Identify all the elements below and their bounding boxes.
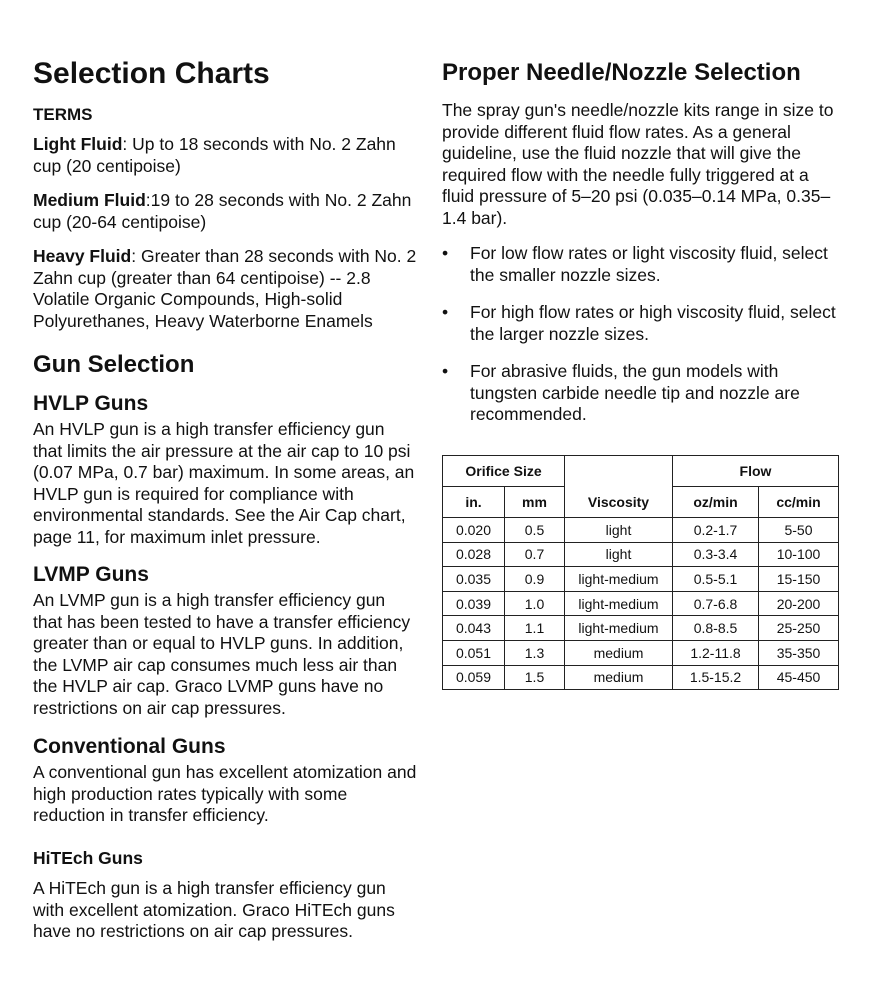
term-light-fluid — [33, 134, 418, 177]
cell-in: 0.039 — [443, 591, 505, 616]
bullet-icon: • — [442, 361, 449, 381]
viscosity-header: Viscosity — [565, 456, 673, 518]
flow-header: Flow — [673, 456, 839, 487]
bullet-icon: • — [442, 302, 449, 322]
term-definition: :19 to 28 seconds with No. 2 Zahn cup (20-64 centipoise) — [33, 190, 412, 232]
cell-ozmin: 0.8-8.5 — [673, 616, 759, 641]
nozzle-selection-title: Proper Needle/Nozzle Selection — [442, 59, 801, 86]
cell-in: 0.020 — [443, 518, 505, 543]
table-row — [443, 542, 839, 567]
cell-ozmin: 0.2-1.7 — [673, 518, 759, 543]
cell-ozmin: 0.3-3.4 — [673, 542, 759, 567]
cell-viscosity: medium — [565, 665, 673, 690]
conventional-heading: Conventional Guns — [33, 735, 226, 758]
cell-mm: 0.5 — [505, 518, 565, 543]
term-heavy-fluid — [33, 246, 418, 332]
term-label: Light Fluid — [33, 134, 123, 154]
cell-viscosity: light — [565, 518, 673, 543]
nozzle-guidelines-list — [442, 243, 842, 442]
cell-in: 0.035 — [443, 567, 505, 592]
hitech-text: A HiTEch gun is a high transfer efficiency gun with excellent atomization. Graco HiTEch guns have no restrictions on air cap pressures. — [33, 878, 395, 941]
cell-viscosity: light — [565, 542, 673, 567]
cell-ccmin: 35-350 — [759, 640, 839, 665]
cell-ccmin: 20-200 — [759, 591, 839, 616]
terms-heading: TERMS — [33, 105, 93, 124]
cell-ozmin: 0.5-5.1 — [673, 567, 759, 592]
hitech-heading: HiTEch Guns — [33, 848, 143, 868]
conventional-text: A conventional gun has excellent atomization and high production rates typically with some reduction in transfer efficiency. — [33, 762, 417, 825]
term-definition: : Up to 18 seconds with No. 2 Zahn cup (20 centipoise) — [33, 134, 396, 176]
cell-mm: 1.0 — [505, 591, 565, 616]
term-label: Medium Fluid — [33, 190, 146, 210]
table-row — [443, 518, 839, 543]
mm-header: mm — [505, 487, 565, 518]
term-label: Heavy Fluid — [33, 246, 132, 266]
in-header: in. — [443, 487, 505, 518]
list-item: • For abrasive fluids, the gun models with tungsten carbide needle tip and nozzle are recommended. — [442, 361, 800, 424]
cell-in: 0.028 — [443, 542, 505, 567]
cell-ccmin: 15-150 — [759, 567, 839, 592]
cell-ozmin: 0.7-6.8 — [673, 591, 759, 616]
bullet-icon: • — [442, 243, 449, 263]
table-row — [443, 640, 839, 665]
table-row — [443, 665, 839, 690]
cell-viscosity: medium — [565, 640, 673, 665]
cell-mm: 0.9 — [505, 567, 565, 592]
cell-ccmin: 10-100 — [759, 542, 839, 567]
hvlp-text: An HVLP gun is a high transfer efficiency gun that limits the air pressure at the air cap to 10 psi (0.07 MPa, 0.7 bar) maximum. In some areas, an HVLP gun is required for compliance with environmental standards. See the Air Cap chart, page 11, for maximum inlet pressure. — [33, 419, 415, 547]
list-item: • For low flow rates or light viscosity fluid, select the smaller nozzle sizes. — [442, 243, 828, 285]
list-item: • For high flow rates or high viscosity fluid, select the larger nozzle sizes. — [442, 302, 836, 344]
cell-in: 0.043 — [443, 616, 505, 641]
table-row — [443, 591, 839, 616]
hvlp-heading: HVLP Guns — [33, 392, 149, 415]
cell-in: 0.059 — [443, 665, 505, 690]
gun-selection-heading: Gun Selection — [33, 351, 195, 378]
lvmp-heading: LVMP Guns — [33, 563, 149, 586]
cell-mm: 1.3 — [505, 640, 565, 665]
nozzle-flow-table — [442, 455, 839, 690]
cell-ozmin: 1.2-11.8 — [673, 640, 759, 665]
cell-in: 0.051 — [443, 640, 505, 665]
orifice-size-header: Orifice Size — [443, 456, 565, 487]
cell-ccmin: 25-250 — [759, 616, 839, 641]
cell-ozmin: 1.5-15.2 — [673, 665, 759, 690]
page-title: Selection Charts — [33, 57, 270, 90]
cell-mm: 0.7 — [505, 542, 565, 567]
term-definition: : Greater than 28 seconds with No. 2 Zahn cup (greater than 64 centipoise) -- 2.8 Volatile Organic Compounds, High-solid Polyurethanes, Heavy Waterborne Enamels — [33, 246, 417, 331]
ozmin-header: oz/min — [673, 487, 759, 518]
table-row — [443, 616, 839, 641]
cell-viscosity: light-medium — [565, 616, 673, 641]
lvmp-text: An LVMP gun is a high transfer efficiency gun that has been tested to have a transfer efficiency greater than or equal to HVLP guns. In addition, the LVMP air cap consumes much less air than the HVLP air cap. Graco LVMP guns have no restrictions on air cap pressures. — [33, 590, 411, 718]
cell-viscosity: light-medium — [565, 567, 673, 592]
cell-viscosity: light-medium — [565, 591, 673, 616]
ccmin-header: cc/min — [759, 487, 839, 518]
cell-mm: 1.1 — [505, 616, 565, 641]
cell-mm: 1.5 — [505, 665, 565, 690]
term-medium-fluid — [33, 190, 418, 233]
cell-ccmin: 5-50 — [759, 518, 839, 543]
cell-ccmin: 45-450 — [759, 665, 839, 690]
nozzle-intro: The spray gun's needle/nozzle kits range in size to provide different fluid flow rates. As a general guideline, use the fluid nozzle that will give the required flow with the needle fully triggered at a fluid pressure of 5–20 psi (0.035–0.14 MPa, 0.35–1.4 bar). — [442, 100, 834, 228]
table-row — [443, 567, 839, 592]
